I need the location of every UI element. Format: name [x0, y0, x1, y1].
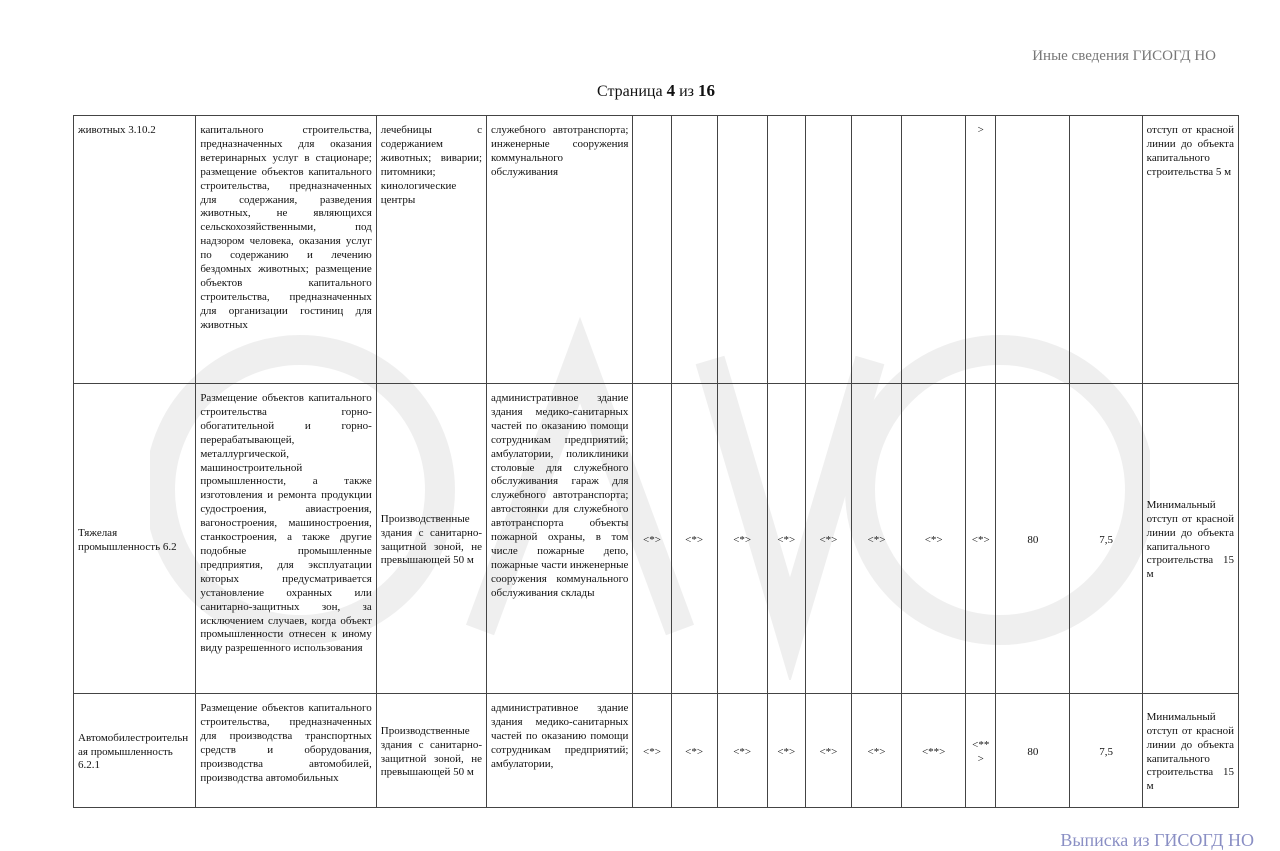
- auxiliary-cell: служебного автотранспорта; инженерные сооружения коммунального обслуживания: [487, 116, 633, 384]
- page-current: 4: [666, 81, 676, 100]
- param-cell: 80: [996, 694, 1070, 808]
- table-row: [74, 116, 1239, 384]
- param-cell: [996, 116, 1070, 384]
- objects-cell: лечебницы с содержанием животных; виварии; питомники; кинологические центры: [376, 116, 486, 384]
- param-cell: <*>: [805, 384, 851, 694]
- param-cell: >: [966, 116, 996, 384]
- param-cell: [633, 116, 671, 384]
- auxiliary-cell: административное здание здания медико-санитарных частей по оказанию помощи сотрудникам предприятий; амбулатории,: [487, 694, 633, 808]
- use-name-cell: Тяжелая промышленность 6.2: [74, 384, 196, 694]
- land-use-table: [73, 115, 1239, 808]
- setback-cell: Минимальный отступ от красной линии до объекта капитального строительства 15 м: [1142, 694, 1238, 808]
- param-cell: 80: [996, 384, 1070, 694]
- objects-cell: Производственные здания с санитарно-защитной зоной, не превышающей 50 м: [376, 384, 486, 694]
- param-cell: <*>: [671, 694, 717, 808]
- param-cell: <*>: [717, 694, 767, 808]
- param-cell: [851, 116, 901, 384]
- param-cell: <*>: [633, 384, 671, 694]
- auxiliary-cell: административное здание здания медико-санитарных частей по оказанию помощи сотрудникам предприятий; амбулатории, поликлиники столовые для служебного обслуживания гараж для служебного автотранспорта; автостоянки для служебного автотранспорта объекты пожарной охраны, в том числе пожарные депо, пожарные части инженерные сооружения коммунального обслуживания склады: [487, 384, 633, 694]
- param-cell: <*>: [902, 384, 966, 694]
- setback-cell: Минимальный отступ от красной линии до объекта капитального строительства 15 м: [1142, 384, 1238, 694]
- param-cell: [717, 116, 767, 384]
- param-cell: [1070, 116, 1142, 384]
- description-cell: капитального строительства, предназначенных для оказания ветеринарных услуг в стационаре; размещение объектов капитального строительства, предназначенных для содержания, разведения животных, не являющихся сельскохозяйственными, под надзором человека, оказания услуг по содержанию и лечению бездомных животных; размещение объектов капитального строительства, предназначенных для организации гостиниц для животных: [196, 116, 376, 384]
- page-total: 16: [697, 81, 715, 100]
- param-cell: [902, 116, 966, 384]
- use-name-cell: Автомобилестроительная промышленность 6.2.1: [74, 694, 196, 808]
- setback-cell: отступ от красной линии до объекта капитального строительства 5 м: [1142, 116, 1238, 384]
- param-cell: 7,5: [1070, 694, 1142, 808]
- param-cell: [767, 116, 805, 384]
- page-separator: из: [679, 83, 694, 100]
- param-cell: <*>: [851, 384, 901, 694]
- param-cell: <**>: [902, 694, 966, 808]
- param-cell: <*>: [717, 384, 767, 694]
- description-cell: Размещение объектов капитального строительства горно-обогатительной и горно-перерабатывающей, металлургической, машиностроительной промышленности, а также изготовления и ремонта продукции судостроения, авиастроения, вагоностроения, машиностроения, станкостроения, а также другие подобные промышленные предприятия, для эксплуатации которых предусматривается установление охранных или санитарно-защитных зон, за исключением случаев, когда объект промышленности отнесен к иному виду разрешенного использования: [196, 384, 376, 694]
- document-source-label: Иные сведения ГИСОГД НО: [1032, 48, 1216, 64]
- param-cell: <*>: [767, 694, 805, 808]
- param-cell: <*>: [671, 384, 717, 694]
- param-cell: <*>: [851, 694, 901, 808]
- footer-watermark-text: Выписка из ГИСОГД НО: [1060, 830, 1254, 850]
- use-name-cell: животных 3.10.2: [74, 116, 196, 384]
- table-row: [74, 384, 1239, 694]
- param-cell: [805, 116, 851, 384]
- param-cell: <**>: [966, 694, 996, 808]
- param-cell: 7,5: [1070, 384, 1142, 694]
- param-cell: [671, 116, 717, 384]
- objects-cell: Производственные здания с санитарно-защитной зоной, не превышающей 50 м: [376, 694, 486, 808]
- table-row: [74, 694, 1239, 808]
- param-cell: <*>: [966, 384, 996, 694]
- param-cell: <*>: [767, 384, 805, 694]
- param-cell: <*>: [633, 694, 671, 808]
- page-prefix: Страница: [597, 83, 663, 100]
- param-cell: <*>: [805, 694, 851, 808]
- description-cell: Размещение объектов капитального строительства, предназначенных для производства транспортных средств и оборудования, производства автомобилей, производства автомобильных: [196, 694, 376, 808]
- page-number: [0, 81, 1280, 101]
